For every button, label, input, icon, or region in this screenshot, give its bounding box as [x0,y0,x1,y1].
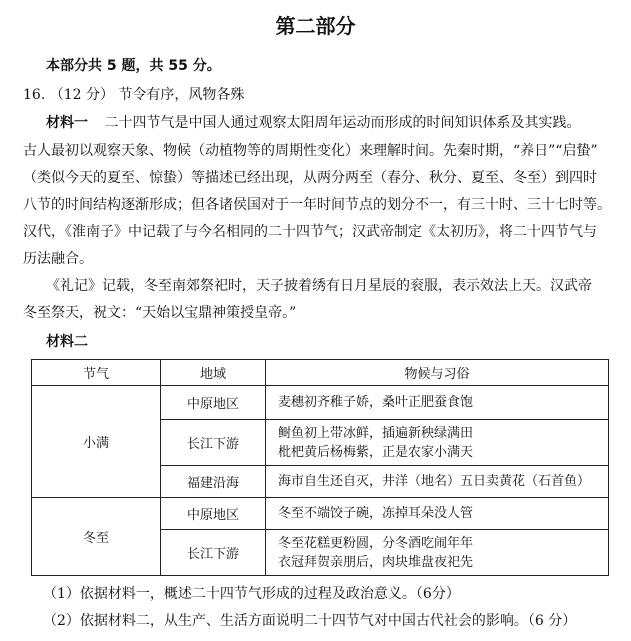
customs-cell [266,530,609,576]
customs-line: 冬至花糕更粉圆，分冬酒吃闹年年 [278,535,474,551]
material1-line-3: （类似今天的夏至、惊蛰）等描述已经出现，从两分两至（春分、秋分、夏至、冬至）到四时 [23,170,597,186]
table-row [32,386,609,420]
subquestion-1: （1）依据材料一，概述二十四节气形成的过程及政治意义。（6分） [43,586,460,602]
section-heading: 第二部分 [275,14,356,38]
region-cell: 福建沿海 [161,466,266,498]
customs-line: 枇杷黄后杨梅紫，正是农家小满天 [278,444,474,460]
header-region: 地域 [161,360,266,386]
term-cell: 冬至 [32,498,161,576]
table-header-row [32,360,609,386]
material1-text: 二十四节气是中国人通过观察太阳周年运动而形成的时间知识体系及其实践。 [104,115,581,131]
customs-cell [266,420,609,466]
question-topic: 节令有序，风物各殊 [118,87,245,103]
material1-line-5: 汉代，《淮南子》中记载了与今名相同的二十四节气；汉武帝制定《太初历》，将二十四节气与 [23,224,597,240]
material1-label: 材料一 [46,115,88,131]
question-header [23,84,244,104]
question-score: （12 分） [49,87,114,103]
material2-table [31,359,609,576]
customs-cell [266,386,609,420]
material1-line-4: 八节的时间结构逐渐形成；但各诸侯国对于一年时间节点的划分不一，有三十时、三十七时等。 [23,197,611,213]
material2-label: 材料二 [46,334,88,350]
customs-line: 麦穗初齐稚子娇，桑叶正肥蚕食饱 [278,395,474,410]
region-cell: 中原地区 [161,498,266,530]
question-number: 16. [23,87,46,103]
header-customs: 物候与习俗 [266,360,609,386]
customs-cell [266,498,609,530]
material1-line-2: 古人最初以观察天象、物候（动植物等的周期性变化）来理解时间。先秦时期，“养日”“启蛰” [23,143,598,159]
customs-cell [266,466,609,498]
customs-line: 鲥鱼初上带冰鲜，插遍新秧绿满田 [278,425,474,441]
customs-line: 海市自生还自灭，井洋（地名）五日卖黄花（石首鱼） [278,474,591,489]
region-cell: 长江下游 [161,530,266,576]
region-cell: 长江下游 [161,420,266,466]
material1-para2-line-1: 《礼记》记载，冬至南郊祭祀时，天子披着绣有日月星辰的衮服，表示效法上天。汉武帝 [46,278,592,294]
region-cell: 中原地区 [161,386,266,420]
term-cell: 小满 [32,386,161,498]
material1-line-1 [46,112,580,132]
material1-para2-line-2: 冬至祭天，祝文：“天始以宝鼎神策授皇帝。” [23,305,297,321]
customs-line: 衣冠拜贺亲朋后，肉块堆盘夜祀先 [278,554,474,570]
header-term: 节气 [32,360,161,386]
material1-line-6: 历法融合。 [23,251,93,267]
section-intro: 本部分共 5 题，共 55 分。 [46,58,221,74]
subquestion-2: （2）依据材料二，从生产、生活方面说明二十四节气对中国古代社会的影响。（6 分） [43,613,577,629]
table-row [32,498,609,530]
customs-line: 冬至不端饺子碗，冻掉耳朵没人管 [278,506,474,521]
